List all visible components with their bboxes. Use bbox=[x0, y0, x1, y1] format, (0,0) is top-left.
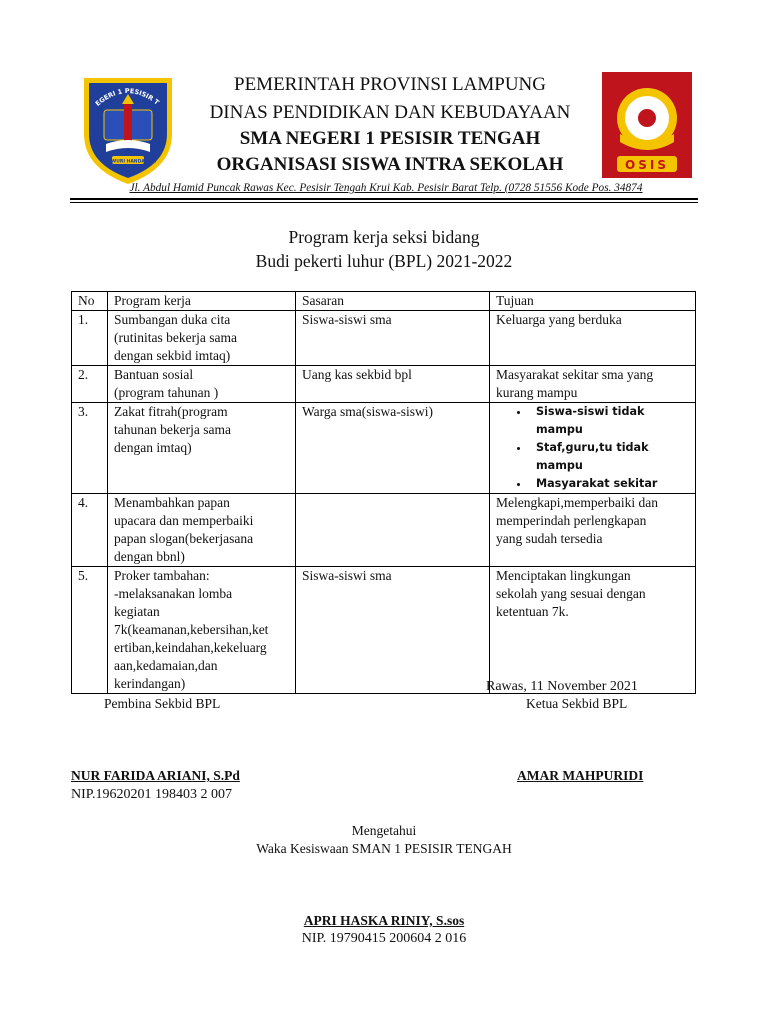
table-header-row bbox=[72, 292, 696, 311]
header-divider-thin bbox=[70, 202, 698, 203]
emblem-motto: TUT WURI HANDAYANI bbox=[99, 159, 157, 165]
row-no: 1. bbox=[72, 311, 108, 366]
acknowledged-label: Mengetahui bbox=[351, 823, 417, 838]
row-program: Proker tambahan: -melaksanakan lomba kegiatan 7k(keamanan,kebersihan,ket ertiban,keindahan,kekeluarg aan,kedamaian,dan kerindangan) bbox=[108, 567, 296, 694]
table-row bbox=[72, 403, 696, 494]
table-row bbox=[72, 311, 696, 366]
row-no: 2. bbox=[72, 366, 108, 403]
row-tujuan: Masyarakat sekitar sma yang kurang mampu bbox=[490, 366, 696, 403]
row-no: 4. bbox=[72, 494, 108, 567]
row-sasaran bbox=[296, 494, 490, 567]
row-program: Bantuan sosial (program tahunan ) bbox=[108, 366, 296, 403]
row-sasaran: Warga sma(siswa-siswi) bbox=[296, 403, 490, 494]
row-program: Sumbangan duka cita (rutinitas bekerja sama dengan sekbid imtaq) bbox=[108, 311, 296, 366]
header-program: Program kerja bbox=[108, 292, 296, 311]
row-program: Zakat fitrah(program tahunan bekerja sama dengan imtaq) bbox=[108, 403, 296, 494]
ketua-role: Ketua Sekbid BPL bbox=[526, 696, 628, 711]
row-sasaran: Siswa-siswi sma bbox=[296, 311, 490, 366]
osis-emblem-icon bbox=[602, 72, 692, 178]
waka-school: SMAN 1 PESISIR TENGAH bbox=[351, 841, 512, 856]
row-no: 5. bbox=[72, 567, 108, 694]
goal-list bbox=[496, 403, 689, 493]
list-item: • Staf,guru,tu tidak mampu bbox=[530, 439, 689, 475]
place-date: Rawas, 11 November 2021 bbox=[486, 679, 638, 694]
emblem-arc-text: EGERI 1 PESISIR T bbox=[93, 86, 161, 108]
table-row bbox=[72, 494, 696, 567]
header-divider bbox=[70, 198, 698, 200]
row-sasaran: Siswa-siswi sma bbox=[296, 567, 490, 694]
document-title: Program kerja seksi bidang bbox=[288, 227, 480, 247]
header-government: PEMERINTAH PROVINSI LAMPUNG bbox=[234, 74, 546, 95]
pembina-role: Pembina Sekbid BPL bbox=[104, 696, 221, 711]
header-no: No bbox=[72, 292, 108, 311]
ketua-name: AMAR MAHPURIDI bbox=[517, 768, 644, 783]
program-table bbox=[71, 291, 696, 694]
list-item: • Siswa-siswi tidak mampu bbox=[530, 403, 689, 439]
pembina-name: NUR FARIDA ARIANI, S.Pd bbox=[71, 768, 240, 783]
row-tujuan bbox=[490, 403, 696, 494]
header-tujuan: Tujuan bbox=[490, 292, 696, 311]
row-tujuan: Keluarga yang berduka bbox=[490, 311, 696, 366]
waka-nip: NIP. 19790415 200604 2 016 bbox=[301, 931, 467, 946]
pembina-nip: NIP.19620201 198403 2 007 bbox=[71, 787, 233, 802]
table-row bbox=[72, 567, 696, 694]
header-department: DINAS PENDIDIKAN DAN KEBUDAYAAN bbox=[209, 102, 571, 123]
waka-label: Waka Kesiswaan bbox=[256, 841, 349, 856]
school-emblem-icon bbox=[76, 72, 180, 188]
header-address: Jl. Abdul Hamid Puncak Rawas Kec. Pesisir Tengah Krui Kab. Pesisir Barat Telp. (0728 51556 Kode Pos. 34874 bbox=[129, 182, 643, 194]
row-no: 3. bbox=[72, 403, 108, 494]
document-subtitle: Budi pekerti luhur (BPL) 2021-2022 bbox=[255, 251, 513, 271]
header-school: SMA NEGERI 1 PESISIR TENGAH bbox=[239, 128, 541, 149]
list-item: • Masyarakat sekitar bbox=[530, 475, 689, 493]
header-organization: ORGANISASI SISWA INTRA SEKOLAH bbox=[216, 154, 564, 175]
row-tujuan: Menciptakan lingkungan sekolah yang sesuai dengan ketentuan 7k. bbox=[490, 567, 696, 694]
row-sasaran: Uang kas sekbid bpl bbox=[296, 366, 490, 403]
row-tujuan: Melengkapi,memperbaiki dan memperindah perlengkapan yang sudah tersedia bbox=[490, 494, 696, 567]
waka-line bbox=[0, 841, 768, 857]
waka-name-text: APRI HASKA RINIY, S.sos bbox=[303, 913, 465, 928]
header-sasaran: Sasaran bbox=[296, 292, 490, 311]
osis-label: OSIS bbox=[625, 158, 669, 172]
row-program: Menambahkan papan upacara dan memperbaiki papan slogan(bekerjasana dengan bbnl) bbox=[108, 494, 296, 567]
waka-name bbox=[0, 913, 768, 929]
table-row bbox=[72, 366, 696, 403]
